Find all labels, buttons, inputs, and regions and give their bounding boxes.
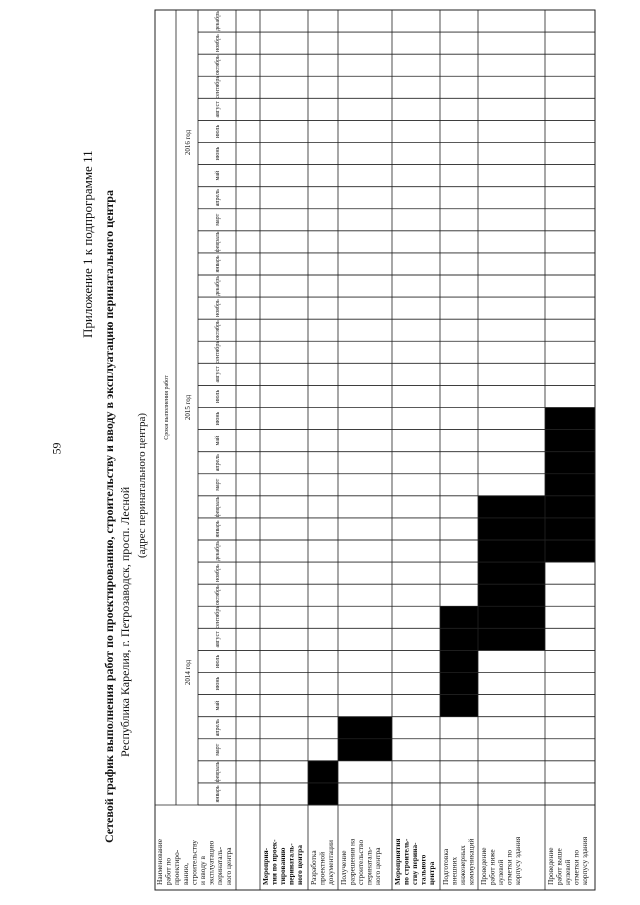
- year-label: 2015 год: [184, 394, 192, 421]
- row-label-line: работ выше: [554, 848, 564, 885]
- schedule-bar-cell: [545, 474, 595, 496]
- month-label: май: [215, 170, 221, 181]
- page-number: 59: [49, 442, 64, 455]
- month-label: июль: [215, 124, 221, 139]
- schedule-bar-cell: [478, 496, 545, 518]
- month-label: март: [215, 743, 221, 756]
- month-label: июнь: [215, 411, 221, 426]
- month-label: май: [215, 435, 221, 446]
- row-label-line: ству перина-: [410, 842, 419, 885]
- schedule-bar-cell: [308, 783, 338, 805]
- month-label: апрель: [215, 719, 221, 737]
- month-label: апрель: [215, 189, 221, 207]
- schedule-bar-cell: [478, 584, 545, 606]
- month-label: октябрь: [215, 55, 221, 76]
- year-label: 2016 год: [184, 129, 192, 156]
- row-label-line: Подготовка: [441, 848, 450, 885]
- row-label-line: Получение: [339, 850, 348, 885]
- schedule-bar-cell: [478, 518, 545, 540]
- schedule-bar-cell: [308, 761, 338, 783]
- schedule-bar-cell: [545, 496, 595, 518]
- name-header-line: проектиро-: [172, 849, 182, 885]
- row-label-line: отметки по: [571, 849, 581, 885]
- appendix-label: Приложение 1 к подпрограмме 11: [80, 150, 95, 338]
- schedule-bar-cell: [545, 430, 595, 452]
- month-label: сентябрь: [215, 605, 221, 629]
- row-label-line: проектной: [317, 851, 327, 885]
- month-label: июль: [215, 654, 221, 669]
- month-label: май: [215, 700, 221, 711]
- schedule-bar-cell: [478, 606, 545, 628]
- document-title: Сетевой график выполнения работ по проектированию, строительству и вводу в эксплуатацию перинатального центра: [102, 190, 116, 843]
- month-label: январь: [215, 255, 221, 273]
- schedule-bar-cell: [440, 673, 478, 695]
- month-label: июнь: [215, 146, 221, 161]
- row-label-line: тированию: [278, 847, 287, 885]
- month-label: январь: [215, 785, 221, 803]
- row-label-line: Мероприятия: [393, 838, 402, 885]
- month-label: март: [215, 213, 221, 226]
- name-header-line: эксплуатацию: [206, 840, 216, 885]
- month-label: ноябрь: [215, 564, 221, 582]
- month-label: июль: [215, 389, 221, 404]
- row-label-line: тия по проек-: [269, 839, 279, 885]
- month-label: декабрь: [215, 11, 221, 32]
- location-note: (адрес перинатального центра): [136, 412, 148, 558]
- month-label: март: [215, 478, 221, 491]
- month-label: ноябрь: [215, 34, 221, 52]
- row-label-line: инженерных: [458, 845, 467, 885]
- month-label: февраль: [215, 496, 221, 518]
- month-label: февраль: [215, 761, 221, 783]
- row-label-line: строительство: [356, 839, 365, 885]
- name-header-line: строительству: [189, 840, 199, 885]
- schedule-bar-cell: [440, 628, 478, 650]
- month-label: август: [215, 101, 221, 118]
- month-label: август: [215, 366, 221, 383]
- schedule-bar-cell: [440, 650, 478, 672]
- name-header-line: работ по: [163, 857, 173, 885]
- location-address: Республика Карелия, г. Петрозаводск, просп. Лесной: [118, 486, 132, 757]
- schedule-bar-cell: [478, 562, 545, 584]
- month-label: апрель: [215, 454, 221, 472]
- row-label-line: отметки по: [504, 849, 514, 885]
- schedule-bar-cell: [545, 408, 595, 430]
- row-label-line: ного центра: [295, 845, 304, 885]
- row-label-line: нулевой: [496, 859, 505, 885]
- name-header-line: ного центра: [223, 847, 233, 885]
- month-label: июнь: [215, 676, 221, 691]
- month-label: август: [215, 631, 221, 648]
- row-label-line: Мероприя-: [261, 847, 270, 885]
- schedule-bar-cell: [545, 518, 595, 540]
- month-label: сентябрь: [215, 340, 221, 364]
- row-label-line: тального: [418, 854, 428, 885]
- row-label-line: разрешения на: [347, 838, 357, 885]
- month-label: февраль: [215, 231, 221, 253]
- month-label: январь: [215, 520, 221, 538]
- month-label: сентябрь: [215, 75, 221, 99]
- row-label-line: перинаталь-: [286, 843, 296, 885]
- schedule-bar-cell: [478, 628, 545, 650]
- name-header-line: перинаталь-: [215, 846, 225, 885]
- name-header-line: Наименование: [155, 838, 164, 885]
- row-label-line: нулевой: [563, 859, 572, 885]
- row-label-line: Проведение: [546, 847, 555, 885]
- schedule-bar-cell: [478, 540, 545, 562]
- schedule-bar-cell: [338, 739, 392, 761]
- month-label: октябрь: [215, 320, 221, 341]
- row-label-line: работ ниже: [487, 849, 497, 885]
- month-label: декабрь: [215, 276, 221, 297]
- schedule-bar-cell: [545, 540, 595, 562]
- row-label-line: корпусу здания: [513, 836, 522, 885]
- month-label: ноябрь: [215, 299, 221, 317]
- row-label-line: Проведение: [479, 847, 488, 885]
- row-label-line: по строитель-: [401, 838, 411, 885]
- row-label-line: документации: [326, 840, 335, 885]
- schedule-bar-cell: [545, 452, 595, 474]
- row-label-line: внешних: [449, 856, 459, 885]
- name-header-line: и вводу в: [198, 855, 207, 885]
- month-label: декабрь: [215, 541, 221, 562]
- year-label: 2014 год: [184, 659, 192, 686]
- schedule-bar-cell: [338, 717, 392, 739]
- name-header-line: ванию,: [180, 863, 190, 885]
- period-header: Сроки выполнения работ: [164, 375, 170, 440]
- row-label-line: Разработка: [309, 850, 318, 885]
- row-label-line: центра: [427, 861, 436, 885]
- row-label-line: ного центра: [373, 847, 382, 885]
- schedule-bar-cell: [440, 695, 478, 717]
- row-label-line: корпусу здания: [580, 836, 589, 885]
- row-label-line: коммуникаций: [466, 838, 476, 885]
- month-label: октябрь: [215, 585, 221, 606]
- row-label-line: перинаталь-: [364, 846, 374, 885]
- schedule-bar-cell: [440, 606, 478, 628]
